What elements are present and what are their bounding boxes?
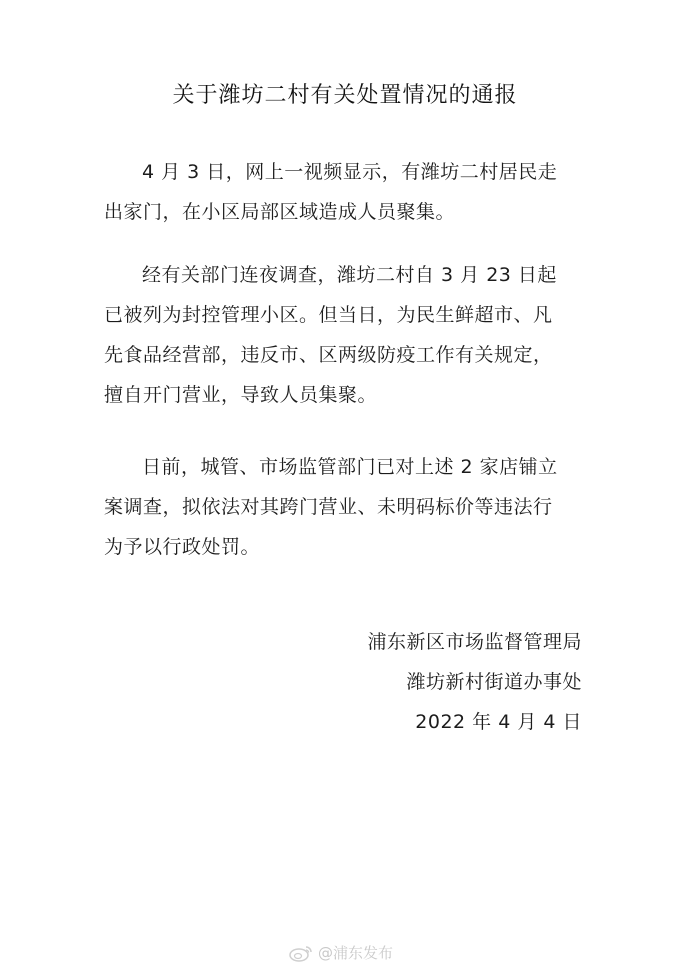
paragraph-line: 先食品经营部，违反市、区两级防疫工作有关规定，	[104, 344, 553, 366]
paragraph-2	[104, 255, 594, 415]
paragraph-line: 已被列为封控管理小区。但当日，为民生鲜超市、凡	[104, 304, 553, 326]
signature-block	[367, 622, 582, 742]
paragraph-line: 日前，城管、市场监管部门已对上述 2 家店铺立	[142, 456, 558, 478]
paragraph-line: 擅自开门营业，导致人员集聚。	[104, 384, 378, 406]
paragraph-1	[104, 152, 594, 232]
paragraph-3	[104, 447, 594, 567]
signature-org-1: 浦东新区市场监督管理局	[367, 631, 582, 653]
paragraph-line: 出家门，在小区局部区域造成人员聚集。	[104, 201, 456, 223]
paragraph-line: 为予以行政处罚。	[104, 536, 261, 558]
signature-date: 2022 年 4 月 4 日	[415, 711, 582, 733]
notice-title: 关于潍坊二村有关处置情况的通报	[172, 83, 518, 108]
watermark-text: @浦东发布	[318, 944, 394, 962]
weibo-icon	[288, 944, 314, 962]
weibo-watermark	[288, 942, 393, 963]
paragraph-line: 4 月 3 日，网上一视频显示，有潍坊二村居民走	[142, 161, 558, 183]
paragraph-line: 案调查，拟依法对其跨门营业、未明码标价等违法行	[104, 496, 553, 518]
signature-org-2: 潍坊新村街道办事处	[406, 671, 582, 693]
paragraph-line: 经有关部门连夜调查，潍坊二村自 3 月 23 日起	[142, 264, 557, 286]
